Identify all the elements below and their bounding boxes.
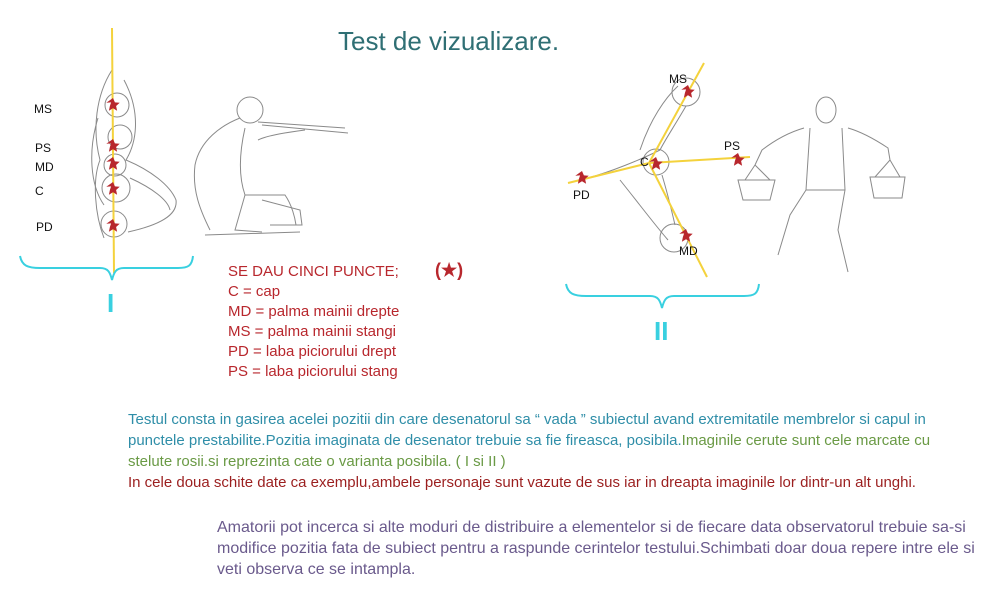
roman-numeral-two: II <box>654 316 669 346</box>
label-md: MD <box>35 160 54 174</box>
label-ms-two: MS <box>669 72 687 86</box>
description-teal: Testul consta in gasirea acelei pozitii din care desenatorul sa “ vada ” subiectul avand extremitatile membrelor si capul in punctele prestabilite.Pozitia imaginata de desenator trebuie sa fie fireasca, posibila. <box>128 411 926 449</box>
label-md-two: MD <box>679 244 698 258</box>
description-green: Imaginile cerute sunt cele marcate cu stelute rosii.si reprezinta cate o varianta posibila. ( I si II ) <box>128 432 931 470</box>
label-c-two: C <box>640 155 649 169</box>
figure-two <box>566 63 905 346</box>
label-ms: MS <box>34 102 52 116</box>
label-c: C <box>35 184 44 198</box>
legend-item: MD = palma mainii drepte <box>228 303 400 320</box>
note-paragraph: Amatorii pot incerca si alte moduri de distribuire a elementelor si de fiecare data observatorul trebuie sa-si modifice pozitia fata de subiect pentru a raspunde cerintelor testului.Schimbati doar doua repere intre ele si veti observa ce se intampla. <box>217 519 975 578</box>
guide-line-one <box>112 28 114 273</box>
roman-numeral-one: I <box>107 288 115 318</box>
sketch-figure-one-topview <box>92 70 176 238</box>
legend-title-text: SE DAU CINCI PUNCTE; <box>228 263 399 280</box>
label-ps: PS <box>35 141 52 155</box>
guide-line-two-b <box>649 163 707 277</box>
legend <box>228 260 464 382</box>
description-red: In cele doua schite date ca exemplu,ambele personaje sunt vazute de sus iar in dreapta imaginile lor dintr-un alt unghi. <box>128 474 916 491</box>
legend-item: MS = palma mainii stangi <box>228 323 396 340</box>
description-paragraph <box>128 409 958 493</box>
label-pd-two: PD <box>573 188 590 202</box>
star-marker-ms-two <box>681 85 694 98</box>
bracket-two <box>566 284 759 308</box>
legend-star-note: (★) <box>435 260 464 280</box>
bracket-one <box>20 256 193 280</box>
legend-item: C = cap <box>228 283 281 300</box>
legend-item: PS = laba piciorului stang <box>228 363 398 380</box>
sketch-basket-carrier <box>738 97 905 272</box>
label-pd: PD <box>36 220 53 234</box>
page-title: Test de vizualizare. <box>338 26 560 56</box>
star-marker-md-two <box>679 229 692 242</box>
legend-item: PD = laba piciorului drept <box>228 343 397 360</box>
sketch-rifleman <box>194 97 348 235</box>
star-marker-pd-two <box>575 171 588 184</box>
legend-title <box>228 260 464 282</box>
label-ps-two: PS <box>724 139 741 153</box>
star-marker-ps-two <box>731 153 744 166</box>
